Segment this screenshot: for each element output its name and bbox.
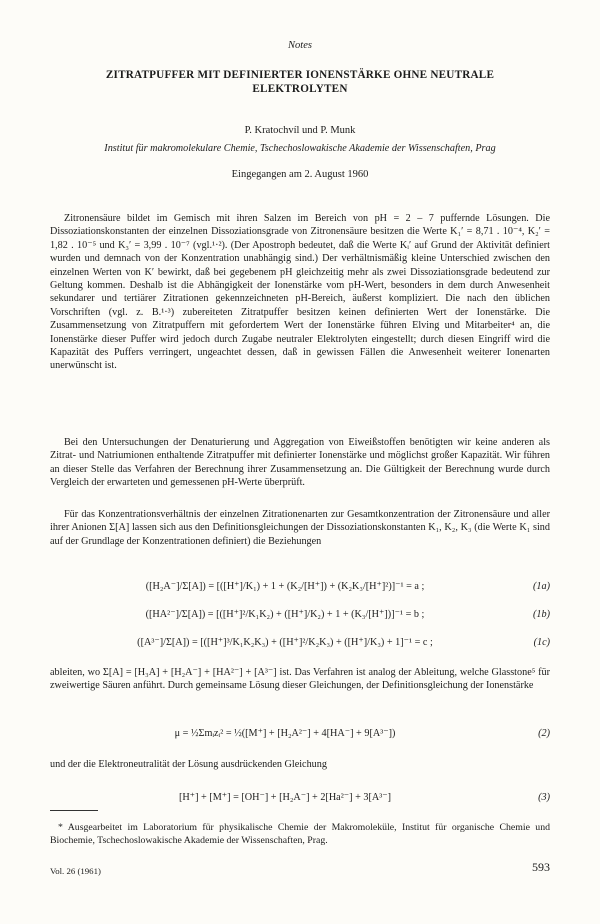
- received-date: Eingegangen am 2. August 1960: [231, 169, 369, 180]
- equation-formula: ([HA²⁻]/Σ[A]) = [([H⁺]²/K₁K₂) + ([H⁺]/K₂) + 1 + (K₃/[H⁺])]⁻¹ = b ;: [145, 609, 425, 620]
- equation-number: (1b): [533, 609, 550, 620]
- equation-formula: ([H₂A⁻]/Σ[A]) = [([H⁺]/K₁) + 1 + (K₂/[H⁺]) + (K₂K₃/[H⁺]²)]⁻¹ = a ;: [145, 581, 425, 592]
- affiliation: Institut für makromolekulare Chemie, Tschechoslowakische Akademie der Wissenschaften, Prag: [104, 143, 496, 154]
- article-title: ZITRATPUFFER MIT DEFINIERTER IONENSTÄRKE OHNE NEUTRALE ELEKTROLYTEN: [105, 69, 495, 95]
- footnote: * Ausgearbeitet im Laboratorium für physikalische Chemie der Makromoleküle, Institut für organische Chemie und Biochemie, Tschechoslowakische Akademie der Wissenschaften, Prag.: [50, 822, 550, 846]
- equation-number: (3): [538, 792, 550, 803]
- equation-formula: [H⁺] + [M⁺] = [OH⁻] + [H₂A⁻] + 2[Ha²⁻] + 3[A³⁻]: [178, 792, 392, 803]
- paragraph-2: Bei den Untersuchungen der Denaturierung und Aggregation von Eiweißstoffen benötigten wir keine anderen als Zitrat- und Natriumionen enthaltende Zitratpuffer mit definierter Ionenstärke und möglichst großer Kapazität. Wir führen an dieser Stelle das Verfahren der Berechnung ihrer Zusammensetzung an. Die Gültigkeit der Berechnung wurde durch Vergleich der erwarteten und gemessenen pH-Werte überprüft.: [50, 437, 550, 489]
- running-head: Notes: [288, 40, 312, 51]
- equation-formula: ([A³⁻]/Σ[A]) = [([H⁺]³/K₁K₂K₃) + ([H⁺]²/K₂K₃) + ([H⁺]/K₃) + 1]⁻¹ = c ;: [137, 637, 433, 648]
- authors: P. Kratochvíl und P. Munk: [244, 125, 356, 136]
- volume-info: Vol. 26 (1961): [50, 866, 101, 876]
- paragraph-4: ableiten, wo Σ[A] = [H₃A] + [H₂A⁻] + [HA²⁻] + [A³⁻] ist. Das Verfahren ist analog der Ableitung, welche Glasstone⁵ für zweiwertige Säuren anführt. Durch gemeinsame Lösung dieser Gleichungen, der Definitionsgleichung der Ionenstärke: [50, 667, 550, 692]
- equation-number: (2): [538, 728, 550, 739]
- equation-2: [50, 728, 550, 742]
- equation-number: (1c): [533, 637, 550, 648]
- equation-1b: [50, 609, 550, 623]
- paragraph-5: und der die Elektroneutralität der Lösung ausdrückenden Gleichung: [50, 759, 327, 770]
- equation-number: (1a): [533, 581, 550, 592]
- paragraph-1: Zitronensäure bildet im Gemisch mit ihren Salzen im Bereich von pH = 2 – 7 puffernde Lösungen. Die Dissoziationskonstanten der einzelnen Dissoziationsgrade von Zitronensäure besitzen die Werte K₁′ = 8,71 . 10⁻⁴, K₂′ = 1,82 . 10⁻⁵ und K₃′ = 3,99 . 10⁻⁷ (vgl.¹·²). (Der Apostroph bedeutet, daß die Werte Kᵢ′ auf Grund der Aktivität definiert wurden und demnach von der Konzentration unabhängig sind.) Der verhältnismäßig kleine Unterschied zwischen den einzelnen Werten von K′ bewirkt, daß bei gegebenem pH gleichzeitig mehr als zwei Dissoziationsgrade bedeutend zur Geltung kommen. Deshalb ist die Abhängigkeit der Ionenstärke vom pH-Wert, besonders in dem durch Anwesenheit sekundarer und tertiärer Zitrationen gekennzeichneten pH-Bereich, äußerst kompliziert. Die nach den üblichen Vorschriften (vgl. z. B.¹·³) zubereiteten Zitratpuffer besitzen keinen definierten Wert der Ionenstärke. Die Zusammensetzung von Zitratpuffern mit gefordertem Wert der Ionenstärke führen Elving und Mitarbeiter⁴ an, die Ionenstärke dieser Puffer wird jedoch durch Zugabe neutraler Elektrolyten eingestellt; durch diesen Eingriff wird die Kapazität des Puffers verringert, ungeachtet dessen, daß in gewissen Fällen die Anwesenheit weiterer Ionenarten unerwünscht ist.: [50, 213, 550, 372]
- footnote-divider: [50, 810, 98, 811]
- equation-1a: [50, 581, 550, 595]
- page-number: 593: [532, 860, 550, 874]
- equation-3: [50, 792, 550, 806]
- equation-formula: μ = ½Σmᵢzᵢ² = ½([M⁺] + [H₂A²⁻] + 4[HA⁻] + 9[A³⁻]): [174, 728, 396, 739]
- equation-1c: [50, 637, 550, 651]
- paragraph-3: Für das Konzentrationsverhältnis der einzelnen Zitrationenarten zur Gesamtkonzentration der Zitronensäure und aller ihrer Anionen Σ[A] lassen sich aus den Definitionsgleichungen der Dissoziationskonstanten K₁, K₂, K₃ (die Werte K₁ sind auf der Grundlage der Konzentrationen definiert) die Beziehungen: [50, 509, 550, 547]
